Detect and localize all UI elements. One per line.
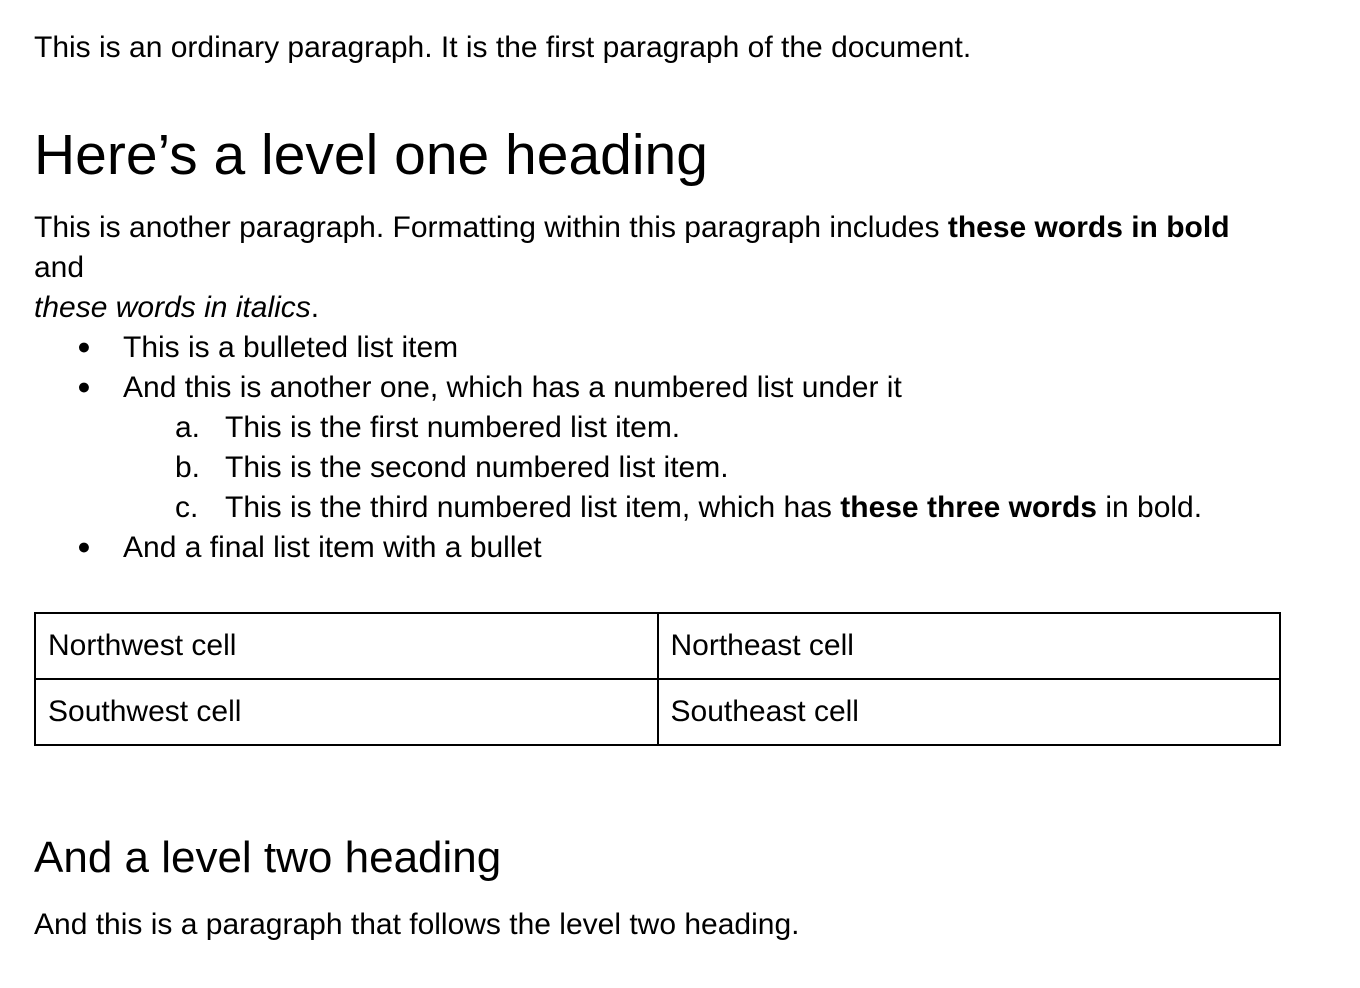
table-row bbox=[35, 613, 1280, 679]
numbered-list-item bbox=[34, 448, 1281, 488]
table-row bbox=[35, 679, 1280, 745]
bullet-item-text: And a final list item with a bullet bbox=[123, 531, 542, 564]
table-cell-northwest: Northwest cell bbox=[35, 613, 658, 679]
list-marker-a: a. bbox=[175, 411, 201, 444]
numbered-item-text bbox=[225, 491, 1202, 524]
numbered-list-item bbox=[34, 408, 1281, 448]
list-marker-b: b. bbox=[175, 451, 201, 484]
formatted-paragraph bbox=[34, 208, 1281, 328]
numbered-item-text: This is the first numbered list item. bbox=[225, 411, 681, 444]
intro-paragraph: This is an ordinary paragraph. It is the first paragraph of the document. bbox=[34, 31, 972, 64]
formatted-paragraph-mid: and bbox=[34, 251, 85, 284]
bullet-icon: ● bbox=[77, 373, 91, 399]
bullet-item-text: And this is another one, which has a numbered list under it bbox=[123, 371, 902, 404]
numbered-sublist bbox=[34, 408, 1281, 528]
numbered-item-tail: in bold. bbox=[1097, 491, 1203, 524]
bullet-item-text: This is a bulleted list item bbox=[123, 331, 459, 364]
bullet-icon: ● bbox=[77, 533, 91, 559]
list-marker-c: c. bbox=[175, 491, 199, 524]
formatted-paragraph-tail: . bbox=[310, 291, 320, 324]
numbered-item-text: This is the second numbered list item. bbox=[225, 451, 729, 484]
numbered-list-item bbox=[34, 488, 1281, 528]
bullet-list-item bbox=[34, 528, 1281, 568]
bullet-icon: ● bbox=[77, 333, 91, 359]
table-cell-northeast: Northeast cell bbox=[658, 613, 1281, 679]
document-table bbox=[34, 612, 1281, 746]
numbered-item-lead: This is the third numbered list item, which has bbox=[225, 491, 841, 524]
bullet-list-item bbox=[34, 368, 1281, 408]
formatted-paragraph-lead: This is another paragraph. Formatting within this paragraph includes bbox=[34, 211, 948, 244]
bullet-list-item bbox=[34, 328, 1281, 368]
bold-phrase: these words in bold bbox=[947, 211, 1230, 244]
bulleted-list bbox=[34, 328, 1281, 568]
level-two-heading: And a level two heading bbox=[34, 833, 502, 882]
italic-phrase: these words in italics bbox=[34, 291, 311, 324]
table-cell-southwest: Southwest cell bbox=[35, 679, 658, 745]
closing-paragraph: And this is a paragraph that follows the level two heading. bbox=[34, 908, 800, 941]
table-cell-southeast: Southeast cell bbox=[658, 679, 1281, 745]
bold-phrase: these three words bbox=[840, 491, 1097, 524]
level-one-heading: Here’s a level one heading bbox=[34, 123, 708, 187]
